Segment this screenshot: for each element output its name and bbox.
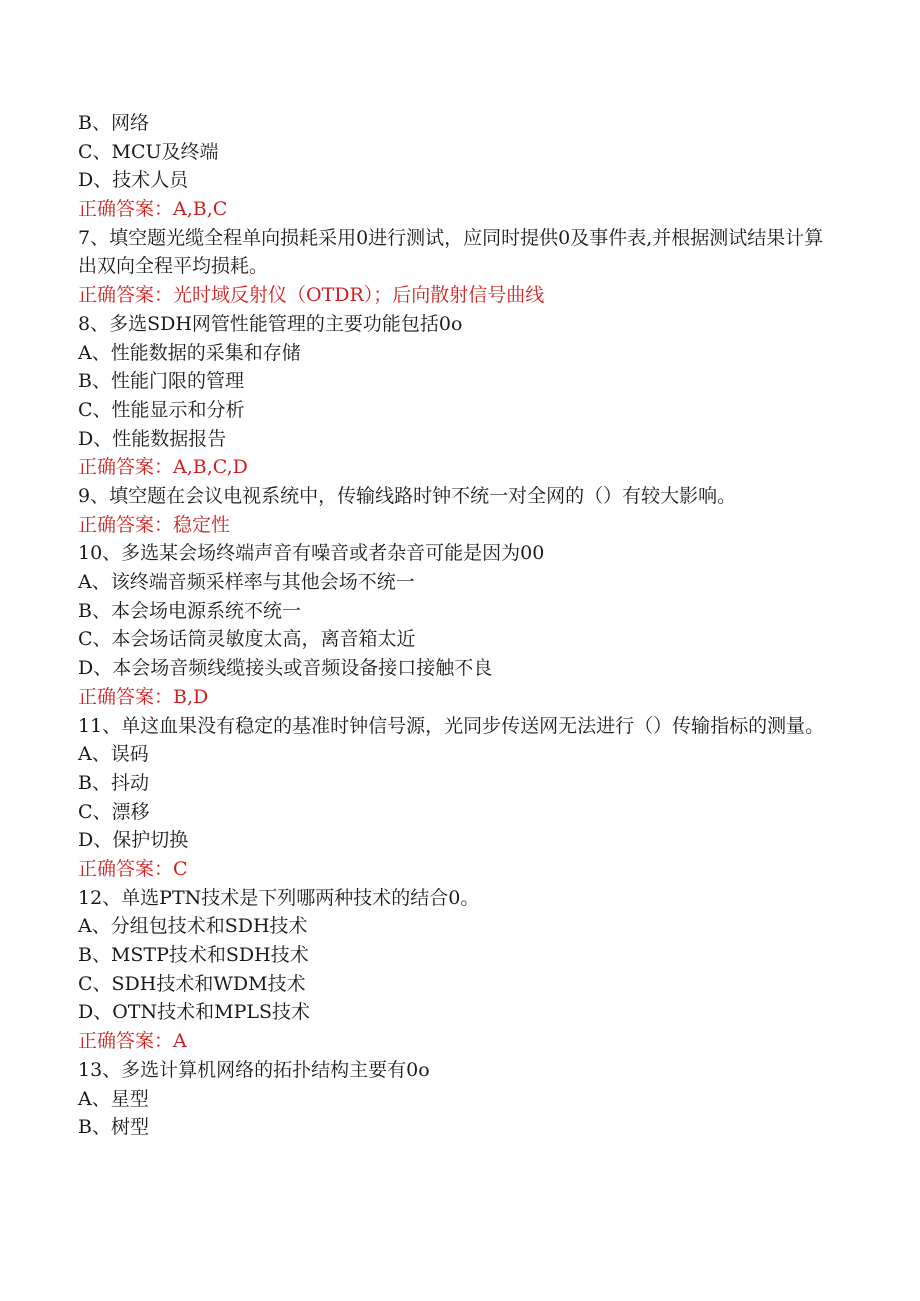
answer-option: B、本会场电源系统不统一 <box>78 599 301 622</box>
answer-option: D、OTN技术和MPLS技术 <box>78 1001 310 1024</box>
question-text: 8、多选SDH网管性能管理的主要功能包括0o <box>78 312 463 335</box>
answer-option: D、保护切换 <box>78 829 189 852</box>
question-text: 9、填空题在会议电视系统中，传输线路时钟不统一对全网的（）有较大影响。 <box>78 484 737 507</box>
question-text: 10、多选某会场终端声音有噪音或者杂音可能是因为00 <box>78 542 545 565</box>
answer-option: C、MCU及终端 <box>78 140 219 163</box>
question-text: 12、单选PTN技术是下列哪两种技术的结合0。 <box>78 886 480 909</box>
answer-option: A、星型 <box>78 1087 149 1110</box>
answer-option: B、树型 <box>78 1116 149 1139</box>
answer-option: D、本会场音频线缆接头或音频设备接口接触不良 <box>78 657 493 680</box>
answer-option: A、分组包技术和SDH技术 <box>78 915 308 938</box>
correct-answer: 正确答案：光时域反射仪（OTDR）；后向散射信号曲线 <box>78 284 545 307</box>
question-text: 11、单这血果没有稳定的基准时钟信号源，光同步传送网无法进行（）传输指标的测量。 <box>78 714 825 737</box>
answer-option: A、误码 <box>78 743 149 766</box>
answer-option: B、MSTP技术和SDH技术 <box>78 944 309 967</box>
question-text: 7、填空题光缆全程单向损耗采用0进行测试，应同时提供0及事件表,并根据测试结果计算出双向全程平均损耗。 <box>78 226 824 278</box>
correct-answer: 正确答案：B,D <box>78 685 209 708</box>
answer-option: D、技术人员 <box>78 169 189 192</box>
correct-answer: 正确答案：A,B,C <box>78 198 228 221</box>
answer-option: C、漂移 <box>78 800 150 823</box>
correct-answer: 正确答案：C <box>78 857 188 880</box>
answer-option: A、性能数据的采集和存储 <box>78 341 301 364</box>
answer-option: C、SDH技术和WDM技术 <box>78 972 306 995</box>
document-page <box>78 109 838 1142</box>
correct-answer: 正确答案：A,B,C,D <box>78 456 248 479</box>
answer-option: B、网络 <box>78 112 149 134</box>
question-text: 13、多选计算机网络的拓扑结构主要有0o <box>78 1058 430 1081</box>
answer-option: C、本会场话筒灵敏度太高，离音箱太近 <box>78 628 416 651</box>
answer-option: B、性能门限的管理 <box>78 370 244 393</box>
correct-answer: 正确答案：稳定性 <box>78 513 231 536</box>
correct-answer: 正确答案：A <box>78 1030 187 1053</box>
answer-option: B、抖动 <box>78 771 149 794</box>
answer-option: C、性能显示和分析 <box>78 398 245 421</box>
answer-option: D、性能数据报告 <box>78 427 227 450</box>
answer-option: A、该终端音频采样率与其他会场不统一 <box>78 571 415 594</box>
